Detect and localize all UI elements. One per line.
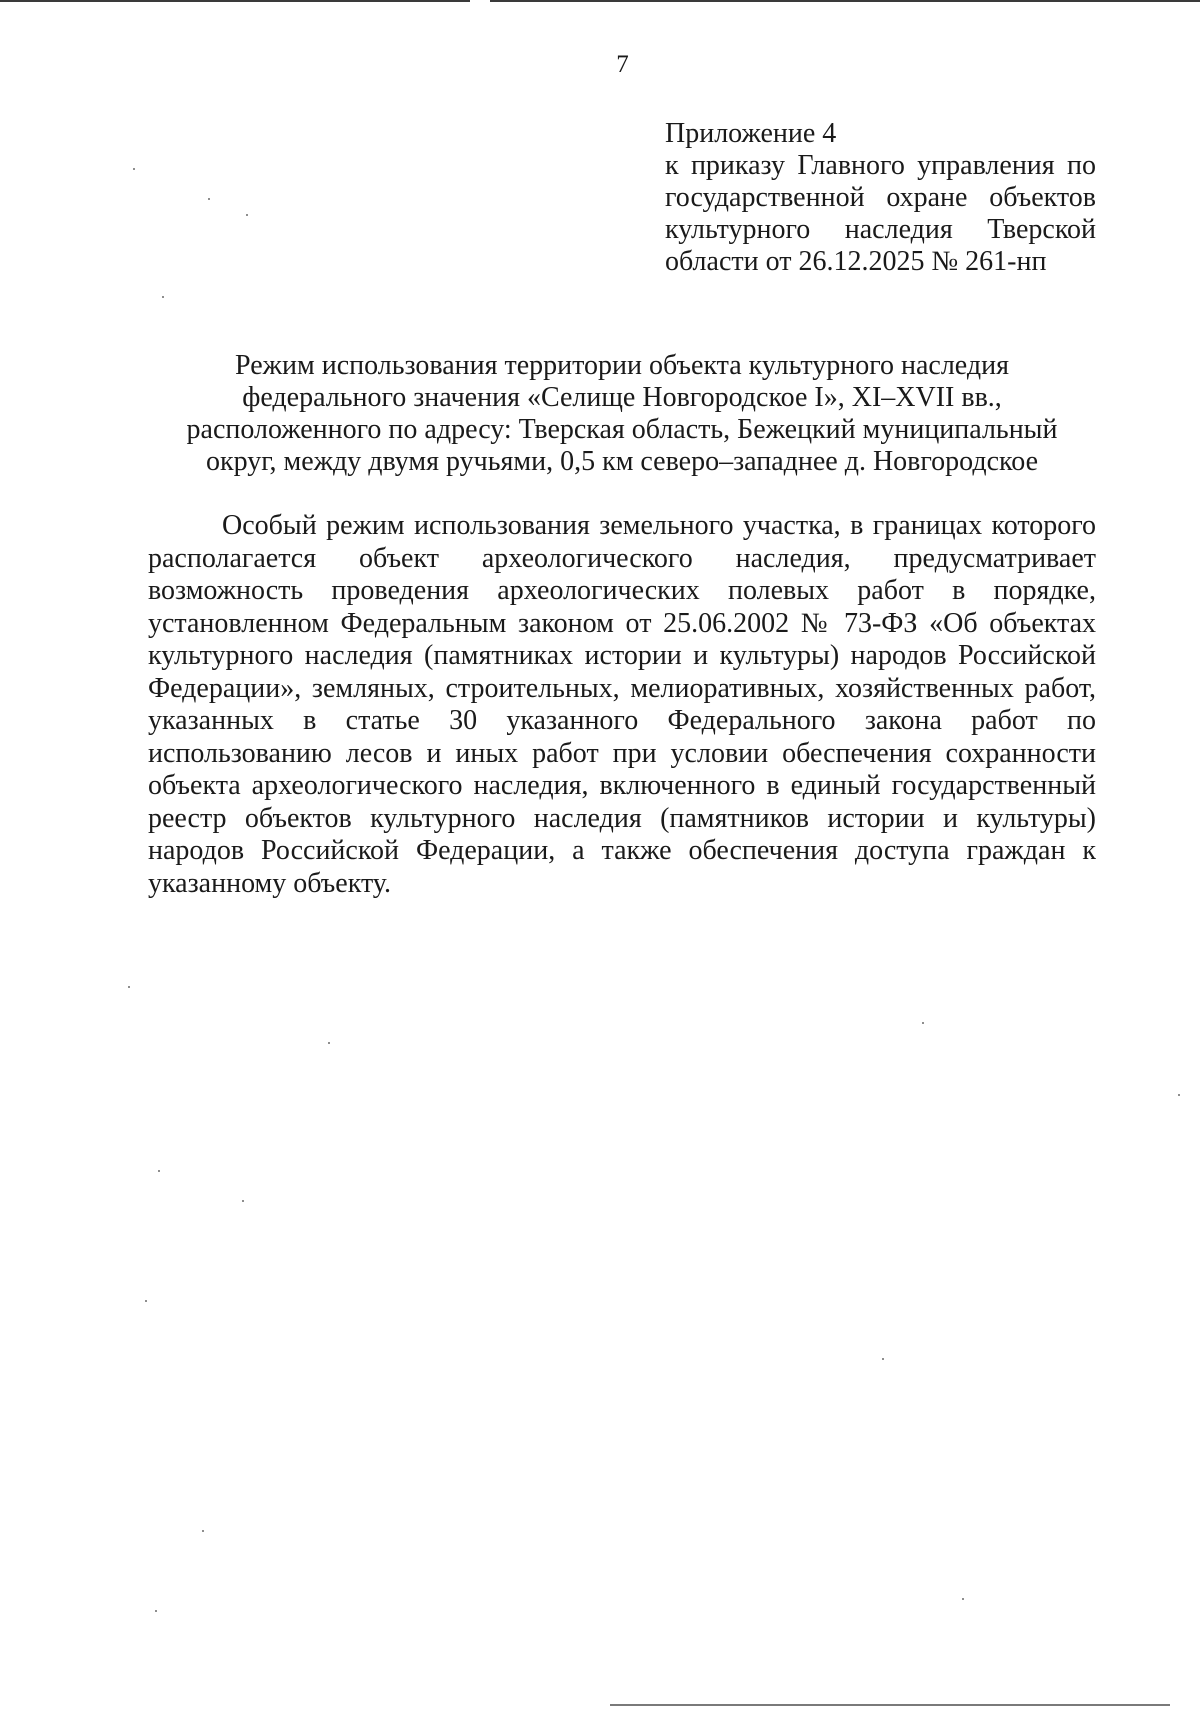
- scan-speck: [162, 296, 164, 298]
- scan-top-edge: [0, 0, 1200, 2]
- appendix-line: области от 26.12.2025 № 261-нп: [665, 246, 1047, 277]
- appendix-line: к приказу Главного управления по: [665, 150, 1096, 181]
- appendix-header: [665, 118, 1096, 278]
- title-line: Режим использования территории объекта культурного наследия: [235, 350, 1009, 381]
- body-line: установленном Федеральным законом от 25.06.2002 № 73-ФЗ «Об объектах: [148, 607, 1096, 639]
- body-line: реестр объектов культурного наследия (памятников истории и культуры): [148, 802, 1096, 834]
- body-line: объекта археологического наследия, включенного в единый государственный: [148, 770, 1096, 801]
- scan-bottom-edge: [610, 1704, 1170, 1706]
- body-line: культурного наследия (памятниках истории и культуры) народов Российской: [148, 640, 1096, 671]
- appendix-line: культурного наследия Тверской: [665, 214, 1096, 245]
- body-line: располагается объект археологического наследия, предусматривает: [148, 542, 1096, 574]
- body-line: указанных в статье 30 указанного Федерального закона работ по: [148, 705, 1096, 736]
- scan-speck: [242, 1200, 244, 1202]
- scan-speck: [158, 1170, 160, 1172]
- body-line: возможность проведения археологических полевых работ в порядке,: [148, 575, 1096, 606]
- body-line: использованию лесов и иных работ при условии обеспечения сохранности: [148, 737, 1096, 769]
- title-line: федерального значения «Селище Новгородское I», XI–XVII вв.,: [242, 382, 1002, 413]
- body-line: указанному объекту.: [148, 867, 392, 899]
- page-number: 7: [616, 51, 629, 78]
- body-paragraph: [148, 510, 1096, 900]
- scan-speck: [202, 1530, 204, 1532]
- scan-speck: [962, 1598, 964, 1600]
- scan-speck: [208, 198, 210, 200]
- scan-speck: [328, 1042, 330, 1044]
- scan-speck: [155, 1610, 157, 1612]
- body-line: Федерации», земляных, строительных, мелиоративных, хозяйственных работ,: [148, 672, 1096, 704]
- body-line: Особый режим использования земельного участка, в границах которого: [222, 510, 1096, 541]
- appendix-line: государственной охране объектов: [665, 182, 1096, 213]
- scan-speck: [1178, 1094, 1180, 1096]
- scan-speck: [133, 168, 135, 170]
- scan-speck: [922, 1022, 924, 1024]
- scan-speck: [882, 1358, 884, 1360]
- scan-speck: [128, 986, 130, 988]
- scan-speck: [145, 1300, 147, 1302]
- title-line: расположенного по адресу: Тверская область, Бежецкий муниципальный: [186, 414, 1058, 445]
- document-title: [148, 350, 1096, 478]
- scan-speck: [246, 214, 248, 216]
- body-line: народов Российской Федерации, а также обеспечения доступа граждан к: [148, 835, 1096, 866]
- title-line: округ, между двумя ручьями, 0,5 км северо–западнее д. Новгородское: [205, 446, 1038, 477]
- appendix-line: Приложение 4: [665, 118, 837, 149]
